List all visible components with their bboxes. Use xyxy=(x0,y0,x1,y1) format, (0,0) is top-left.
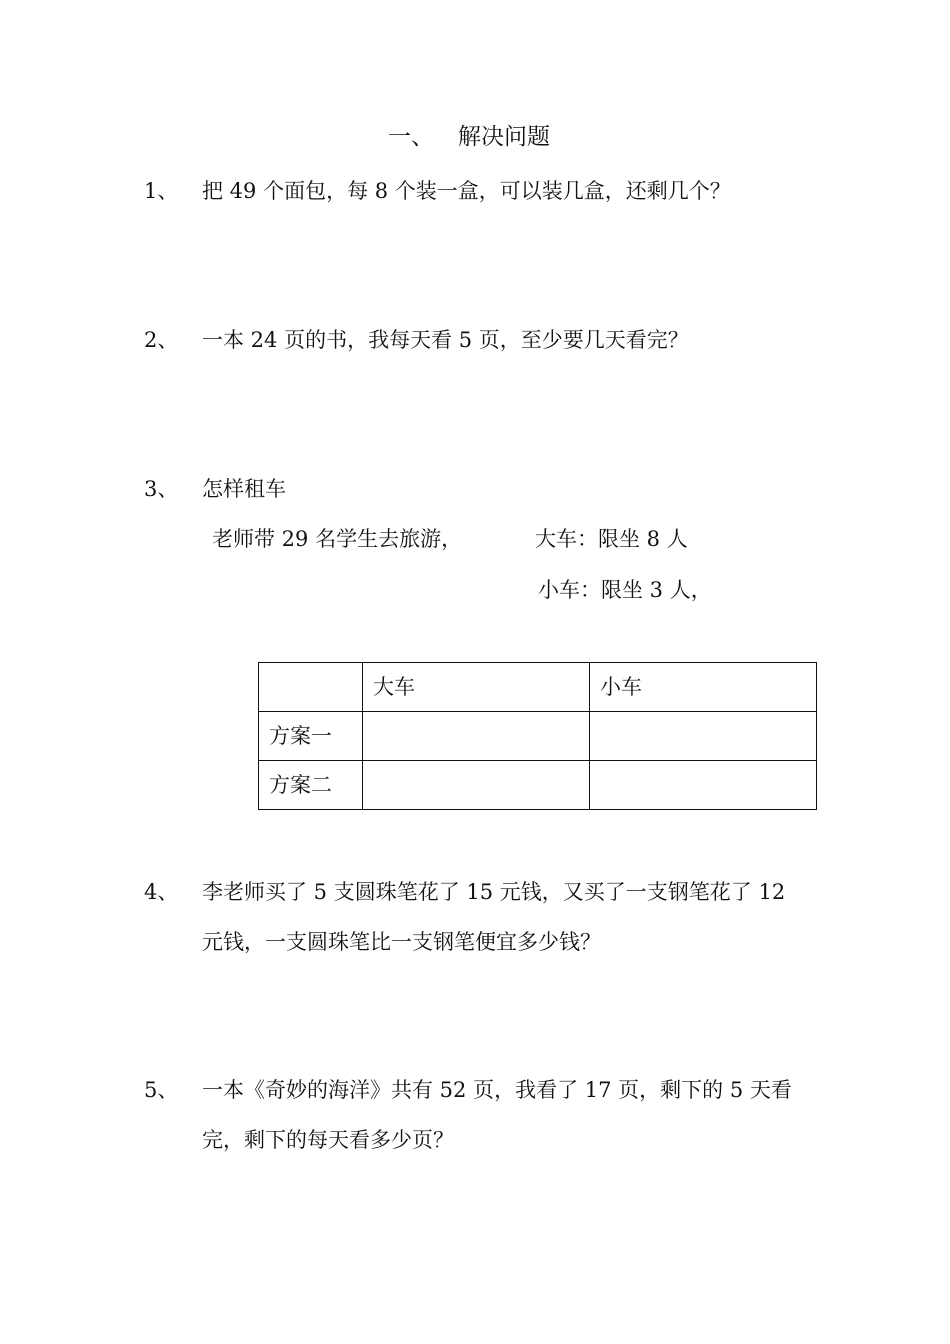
plan-2-big-cell[interactable] xyxy=(363,761,590,810)
question-2-number: 2、 xyxy=(144,328,179,352)
section-title: 解决问题 xyxy=(458,124,550,150)
plan-1-small-cell[interactable] xyxy=(590,712,817,761)
question-4-line-1: 李老师买了 5 支圆珠笔花了 15 元钱，又买了一支钢笔花了 12 xyxy=(202,880,786,904)
rental-intro: 老师带 29 名学生去旅游， xyxy=(212,527,463,551)
rental-plan-table xyxy=(258,662,817,810)
question-3-number: 3、 xyxy=(144,477,179,501)
table-header-corner xyxy=(259,663,363,712)
table-header-row xyxy=(259,663,817,712)
rental-big-car: 大车：限坐 8 人 xyxy=(535,527,688,551)
question-5-line-2: 完，剩下的每天看多少页？ xyxy=(202,1128,454,1152)
plan-1-label: 方案一 xyxy=(259,712,363,761)
question-4-number: 4、 xyxy=(144,880,179,904)
section-number: 一、 xyxy=(388,124,434,150)
plan-1-big-cell[interactable] xyxy=(363,712,590,761)
table-row xyxy=(259,712,817,761)
plan-2-label: 方案二 xyxy=(259,761,363,810)
question-3-text: 怎样租车 xyxy=(202,477,286,501)
question-1-text: 把 49 个面包，每 8 个装一盒，可以装几盒，还剩几个？ xyxy=(202,179,731,203)
question-1-number: 1、 xyxy=(144,179,179,203)
question-5-number: 5、 xyxy=(144,1078,179,1102)
rental-small-car: 小车：限坐 3 人， xyxy=(538,578,712,602)
table-row xyxy=(259,761,817,810)
table-header-big-car: 大车 xyxy=(363,663,590,712)
question-2-text: 一本 24 页的书，我每天看 5 页，至少要几天看完？ xyxy=(202,328,689,352)
table-header-small-car: 小车 xyxy=(590,663,817,712)
plan-2-small-cell[interactable] xyxy=(590,761,817,810)
question-4-line-2: 元钱，一支圆珠笔比一支钢笔便宜多少钱？ xyxy=(202,930,601,954)
question-5-line-1: 一本《奇妙的海洋》共有 52 页，我看了 17 页，剩下的 5 天看 xyxy=(202,1078,792,1102)
